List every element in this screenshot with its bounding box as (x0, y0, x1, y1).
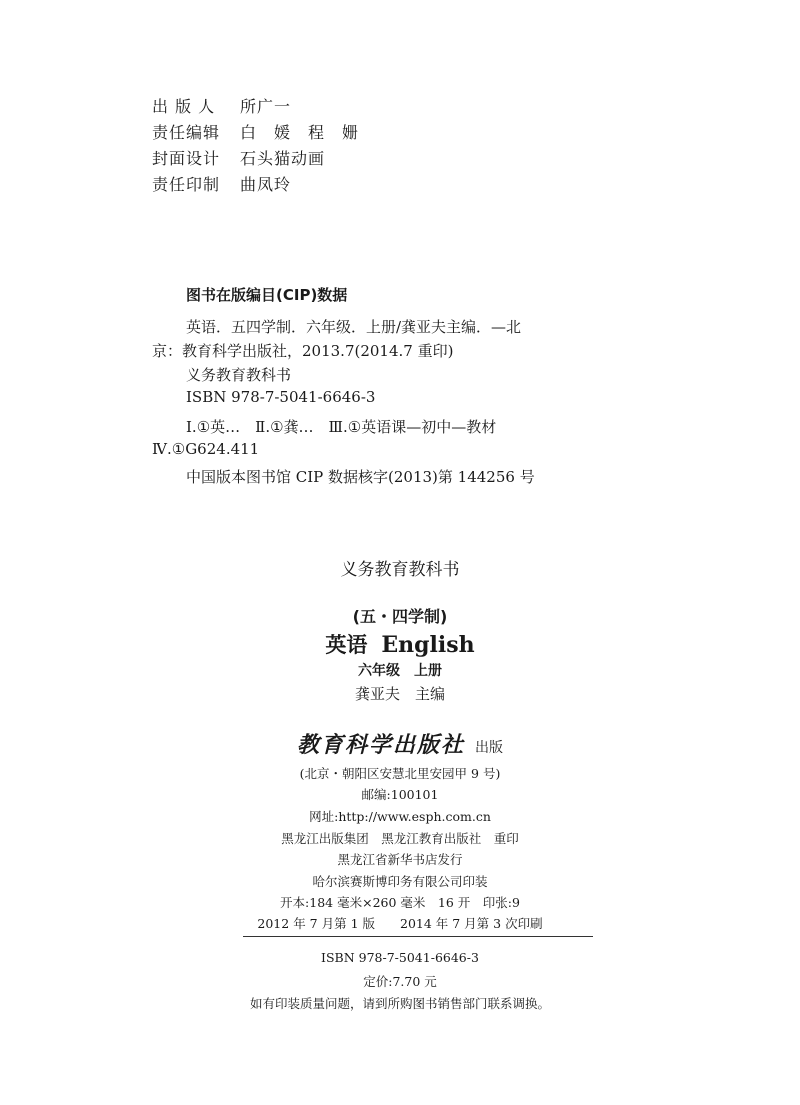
credit-value: 曲凤玲 (240, 175, 292, 194)
publisher-logo: 教育科学出版社 (296, 732, 465, 758)
credit-label: 出 版 人 (152, 97, 216, 116)
imprint-reprint: 黑龙江出版集团 黑龙江教育出版社 重印 (281, 831, 519, 846)
book-series: 义务教育教科书 (340, 560, 460, 580)
cip-entry-line1: 英语．五四学制．六年级．上册/龚亚夫主编．—北 (186, 318, 522, 336)
publisher-suffix: 出版 (475, 740, 503, 756)
book-edition: (五・四学制) (352, 607, 448, 626)
cip-subject-line2: Ⅳ.①G624.411 (152, 440, 260, 458)
cip-heading: 图书在版编目(CIP)数据 (186, 286, 348, 304)
credit-label: 责任印制 (152, 175, 221, 194)
credit-label: 责任编辑 (152, 123, 221, 142)
credit-value: 石头猫动画 (240, 149, 326, 168)
divider-line (243, 936, 593, 937)
footer-isbn: ISBN 978-7-5041-6646-3 (321, 950, 479, 965)
imprint-distributor: 黑龙江省新华书店发行 (337, 852, 463, 867)
imprint-website: 网址:http://www.esph.com.cn (309, 809, 491, 824)
credit-value: 白 媛 程 姗 (240, 123, 360, 142)
credit-editor (152, 120, 359, 143)
imprint-address: (北京・朝阳区安慧北里安园甲 9 号) (299, 766, 501, 781)
footer-notice: 如有印装质量问题，请到所购图书销售部门联系调换。 (249, 996, 550, 1011)
book-title (0, 629, 800, 659)
book-title-en: English (381, 632, 475, 658)
credit-value: 所广一 (240, 97, 292, 116)
cip-entry-line2: 京：教育科学出版社，2013.7(2014.7 重印) (152, 342, 454, 360)
imprint-format: 开本:184 毫米×260 毫米 16 开 印张:9 (280, 895, 520, 910)
book-grade: 六年级 上册 (358, 663, 442, 679)
credit-print-supervisor (152, 172, 291, 195)
cip-subject-line1: Ⅰ.①英… Ⅱ.①龚… Ⅲ.①英语课—初中—教材 (186, 418, 497, 436)
book-editor: 龚亚夫 主编 (354, 685, 445, 703)
cip-series: 义务教育教科书 (186, 366, 292, 384)
footer-price: 定价:7.70 元 (363, 974, 437, 989)
cip-isbn: ISBN 978-7-5041-6646-3 (186, 388, 376, 406)
cip-number: 中国版本图书馆 CIP 数据核字(2013)第 144256 号 (186, 468, 535, 486)
credit-publisher (152, 94, 291, 117)
publisher-line (0, 728, 800, 759)
imprint-printer: 哈尔滨赛斯博印务有限公司印装 (312, 874, 488, 889)
imprint-postcode: 邮编:100101 (361, 787, 439, 802)
credit-label: 封面设计 (152, 149, 221, 168)
imprint-printing: 2012 年 7 月第 1 版 2014 年 7 月第 3 次印刷 (257, 916, 543, 931)
book-title-cn: 英语 (325, 633, 368, 657)
credit-cover-design (152, 146, 325, 169)
